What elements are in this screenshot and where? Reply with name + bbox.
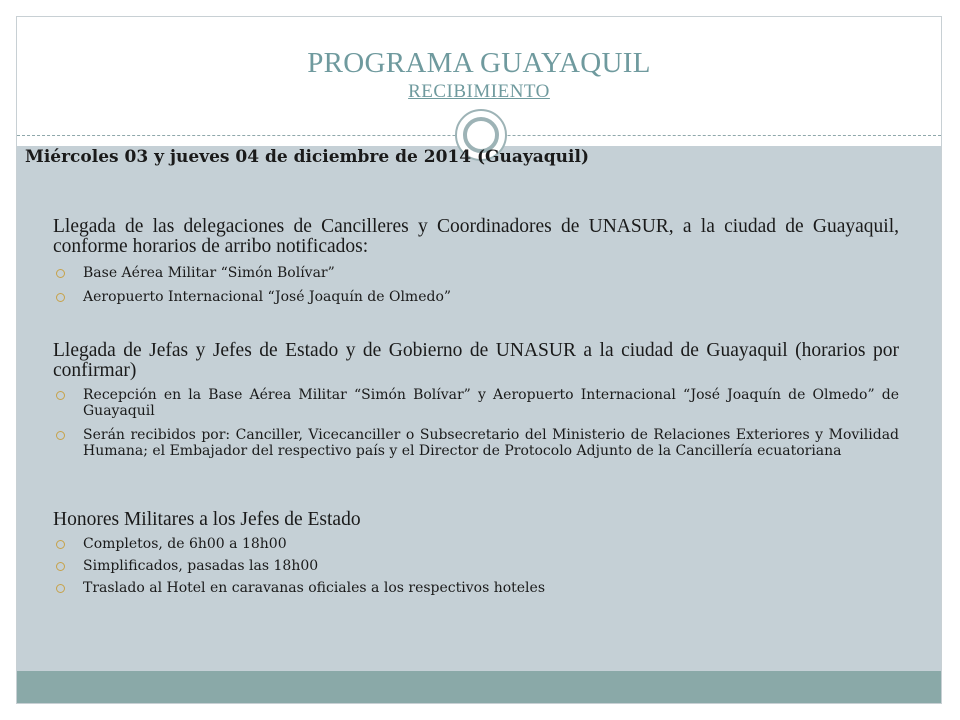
list-item	[53, 580, 899, 596]
arrival-delegations-list	[53, 265, 899, 305]
list-item	[53, 289, 899, 305]
ring-bullet-icon	[56, 269, 65, 278]
military-honors-list	[53, 536, 899, 596]
military-honors-paragraph: Honores Militares a los Jefes de Estado	[53, 509, 361, 530]
list-item-text: Serán recibidos por: Canciller, Vicecanciller o Subsecretario del Ministerio de Relaciones Exteriores y Movilidad Humana; el Embajador del respectivo país y el Director de Protocolo Adjunto de la Cancillería ecuatoriana	[83, 427, 899, 459]
list-item	[53, 427, 899, 459]
ring-bullet-icon	[56, 584, 65, 593]
list-item-text: Recepción en la Base Aérea Militar “Simón Bolívar” y Aeropuerto Internacional “José Joaquín de Olmedo” de Guayaquil	[83, 387, 899, 419]
arrival-delegations-paragraph: Llegada de las delegaciones de Cancilleres y Coordinadores de UNASUR, a la ciudad de Guayaquil, conforme horarios de arribo notificados:	[53, 216, 899, 257]
list-item	[53, 558, 899, 574]
ring-bullet-icon	[56, 431, 65, 440]
arrival-heads-of-state-list	[53, 387, 899, 459]
list-item-text: Simplificados, pasadas las 18h00	[83, 558, 319, 574]
ring-bullet-icon	[56, 540, 65, 549]
list-item	[53, 536, 899, 552]
list-item-text: Completos, de 6h00 a 18h00	[83, 536, 287, 552]
list-item	[53, 265, 899, 281]
ring-bullet-icon	[56, 562, 65, 571]
list-item-text: Base Aérea Militar “Simón Bolívar”	[83, 265, 335, 281]
date-heading: Miércoles 03 y jueves 04 de diciembre de 2014 (Guayaquil)	[25, 147, 590, 167]
footer-band	[17, 671, 941, 704]
arrival-heads-of-state-paragraph: Llegada de Jefas y Jefes de Estado y de Gobierno de UNASUR a la ciudad de Guayaquil (horarios por confirmar)	[53, 340, 899, 381]
list-item-text: Aeropuerto Internacional “José Joaquín de Olmedo”	[83, 289, 452, 305]
list-item	[53, 387, 899, 419]
slide-title: PROGRAMA GUAYAQUIL	[307, 47, 651, 79]
list-item-text: Traslado al Hotel en caravanas oficiales a los respectivos hoteles	[83, 580, 546, 596]
ring-bullet-icon	[56, 391, 65, 400]
slide-subtitle: RECIBIMIENTO	[408, 81, 550, 102]
ring-bullet-icon	[56, 293, 65, 302]
